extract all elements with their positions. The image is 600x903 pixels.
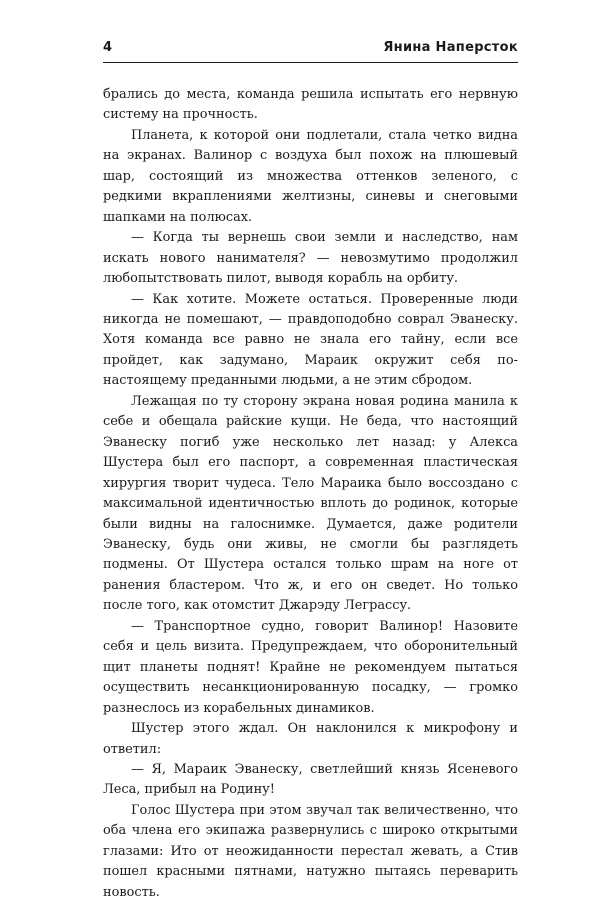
paragraph: — Как хотите. Можете остаться. Проверенные люди никогда не помешают, — правдоподобно соврал Эванеску. Хотя команда все равно не знала его тайну, если все пройдет, как задумано, Мараик окружит себя по-настоящему преданными людьми, а не этим сбродом. [103,291,518,389]
running-title: Янина Наперсток [383,40,518,55]
paragraph: брались до места, команда решила испытать его нервную систему на прочность. [103,87,518,123]
paragraph: Лежащая по ту сторону экрана новая родина манила к себе и обещала райские кущи. Не беда, что настоящий Эванеску погиб уже несколько лет назад: у Алекса Шустера был его паспорт, а современная пластическая хирургия творит чудеса. Тело Мараика было воссоздано с максимальной идентичностью вплоть до родинок, которые были видны на галоснимке. Думается, даже родители Эванеску, будь они живы, не смогли бы разглядеть подмены. От Шустера остался только шрам на ноге от ранения бластером. Что ж, и его он сведет. Но только после того, как отомстит Джарэду Леграссу. [103,393,518,614]
paragraph: — Транспортное судно, говорит Валинор! Назовите себя и цель визита. Предупреждаем, что оборонительный щит планеты поднят! Крайне не рекомендуем пытаться осуществить несанкционированную посадку, — громко разнеслось из корабельных динамиков. [103,618,518,716]
paragraph: Голос Шустера при этом звучал так величественно, что оба члена его экипажа развернулись с широко открытыми глазами: Ито от неожиданности перестал жевать, а Стив пошел красными пятнами, натужно пытаясь переварить новость. [103,802,518,900]
running-header [103,40,518,62]
paragraph: — Когда ты вернешь свои земли и наследство, нам искать нового нанимателя? — невозмутимо продолжил любопытствовать пилот, выводя корабль на орбиту. [103,230,518,287]
body-text [103,85,518,903]
page-number: 4 [103,40,113,55]
paragraph: — Я, Мараик Эванеску, светлейший князь Ясеневого Леса, прибыл на Родину! [103,761,518,798]
header-rule [103,62,518,63]
book-page [103,40,518,903]
paragraph: Планета, к которой они подлетали, стала четко видна на экранах. Валинор с воздуха был похож на плюшевый шар, состоящий из множества оттенков зеленого, с редкими вкраплениями желтизны, синевы и снеговыми шапками на полюсах. [103,127,518,225]
paragraph: Шустер этого ждал. Он наклонился к микрофону и ответил: [103,721,518,757]
